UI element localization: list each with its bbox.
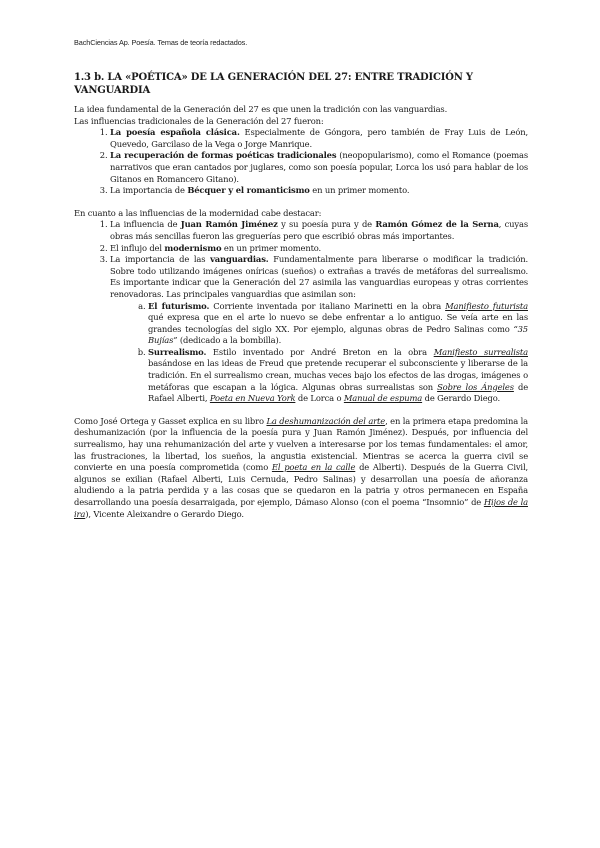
work-title: “35 Bujías” (148, 323, 528, 346)
list-item: 1. La poesía española clásica. Especialmente de Góngora, pero también de Fray Luis de León, Quevedo, Garcilaso de la Vega o Jorge Manrique. (110, 127, 528, 150)
work-title: Manifiesto futurista (445, 300, 528, 311)
work-title: El poeta en la calle (271, 462, 356, 473)
work-title: La deshumanización del arte (266, 415, 386, 426)
futurismo-item: a. El futurismo. Corriente inventada por italiano Marinetti en la obra Manifiesto futurista qué expresa que en el arte lo nuevo se debe enfrentar a lo antiguo. Se veía arte en las grandes tecnologías del siglo XX. Por ejemplo, algunas obras de Pedro Salinas como “35 Bujías” (dedicado a la bombilla). (148, 301, 528, 347)
list-item: 3. La importancia de las vanguardias. Fundamentalmente para liberarse o modificar la tradición. Sobre todo utilizando imágenes oníricas (sueños) o extrañas a través de metáforas del surrealismo. Es importante indicar que la Generación del 27 asimila las vanguardias europeas y otras corrientes renovadoras. Las principales vanguardias que asimilan son: a. El futurismo. Corriente inventada por italiano Marinetti en la obra Manifiesto futurista qué expresa que en el arte lo nuevo se debe enfrentar a lo antiguo. Se veía arte en las grandes tecnologías del siglo XX. Por ejemplo, algunas obras de Pedro Salinas como “35 Bujías” (dedicado a la bombilla). b. Surrealismo. Estilo inventado por André Breton en la obra Manifiesto surrealista basándose en las ideas de Freud que pretende recuperar el subconsciente y liberarse de la tradición. En el surrealismo crean, muchas veces bajo los efectos de las drogas, imágenes o metáforas que escapan a la lógica. Algunas obras surrealistas son Sobre los Ángeles de Rafael Alberti, Poeta en Nueva York de Lorca o Manual de espuma de Gerardo Diego. (110, 254, 528, 405)
section-title: 1.3 b. LA «POÉTICA» DE LA GENERACIÓN DEL 27: ENTRE TRADICIÓN Y VANGUARDIA (74, 72, 473, 96)
work-title: Manifiesto surrealista (433, 346, 528, 357)
document-body (74, 104, 528, 520)
modernity-intro: En cuanto a las influencias de la modernidad cabe destacar: (74, 207, 322, 218)
modernity-influences-list (74, 219, 528, 405)
list-item: 1. La influencia de Juan Ramón Jiménez y su poesía pura y de Ramón Gómez de la Serna, cuyas obras más sencillas fueron las greguerías pero que escribió obras más importantes. (110, 219, 528, 242)
vanguard-sublist (110, 301, 528, 405)
intro-line-1: La idea fundamental de la Generación del 27 es que unen la tradición con las vanguardias. (74, 104, 448, 114)
work-title: Sobre los Ángeles (437, 381, 514, 392)
traditional-influences-list (74, 127, 528, 197)
page-header: BachCiencias Ap. Poesía. Temas de teoría redactados. (74, 38, 248, 47)
work-title: Poeta en Nueva York (209, 393, 296, 404)
work-title: Hijos de la ira (74, 497, 528, 519)
list-item: 3. La importancia de Bécquer y el romanticismo en un primer momento. (110, 185, 528, 197)
list-item: 2. El influjo del modernismo en un primer momento. (110, 243, 528, 255)
list-item: 2. La recuperación de formas poéticas tradicionales (neopopularismo), como el Romance (poemas narrativos que eran cantados por juglares, como son poesía popular, Lorca los usó para hablar de los Gitanos en Romancero Gitano). (110, 150, 528, 185)
closing-paragraph: Como José Ortega y Gasset explica en su libro La deshumanización del arte, en la primera etapa predomina la deshumanización (por la influencia de la poesía pura y Juan Ramón Jiménez). Después, por influencia del surrealismo, hay una rehumanización del arte y vuelven a interesarse por los temas fundamentales: el amor, las frustraciones, la libertad, los sueños, la angustia existencial. Mientras se acerca la guerra civil se convierte en una poesía comprometida (como El poeta en la calle de Alberti). Después de la Guerra Civil, algunos se exilian (Rafael Alberti, Luis Cernuda, Pedro Salinas) y desarrollan una poesía de añoranza aludiendo a la patria perdida y a las cosas que se quedaron en la patria y otros permanecen en España desarrollando una poesía desarraigada, por ejemplo, Dámaso Alonso (con el poema “Insomnio” de Hijos de la ira), Vicente Aleixandre o Gerardo Diego. (74, 415, 528, 519)
surrealismo-item: b. Surrealismo. Estilo inventado por André Breton en la obra Manifiesto surrealista basándose en las ideas de Freud que pretende recuperar el subconsciente y liberarse de la tradición. En el surrealismo crean, muchas veces bajo los efectos de las drogas, imágenes o metáforas que escapan a la lógica. Algunas obras surrealistas son Sobre los Ángeles de Rafael Alberti, Poeta en Nueva York de Lorca o Manual de espuma de Gerardo Diego. (148, 347, 528, 405)
work-title: Manual de espuma (343, 393, 423, 404)
intro-line-2: Las influencias tradicionales de la Generación del 27 fueron: (74, 115, 324, 126)
